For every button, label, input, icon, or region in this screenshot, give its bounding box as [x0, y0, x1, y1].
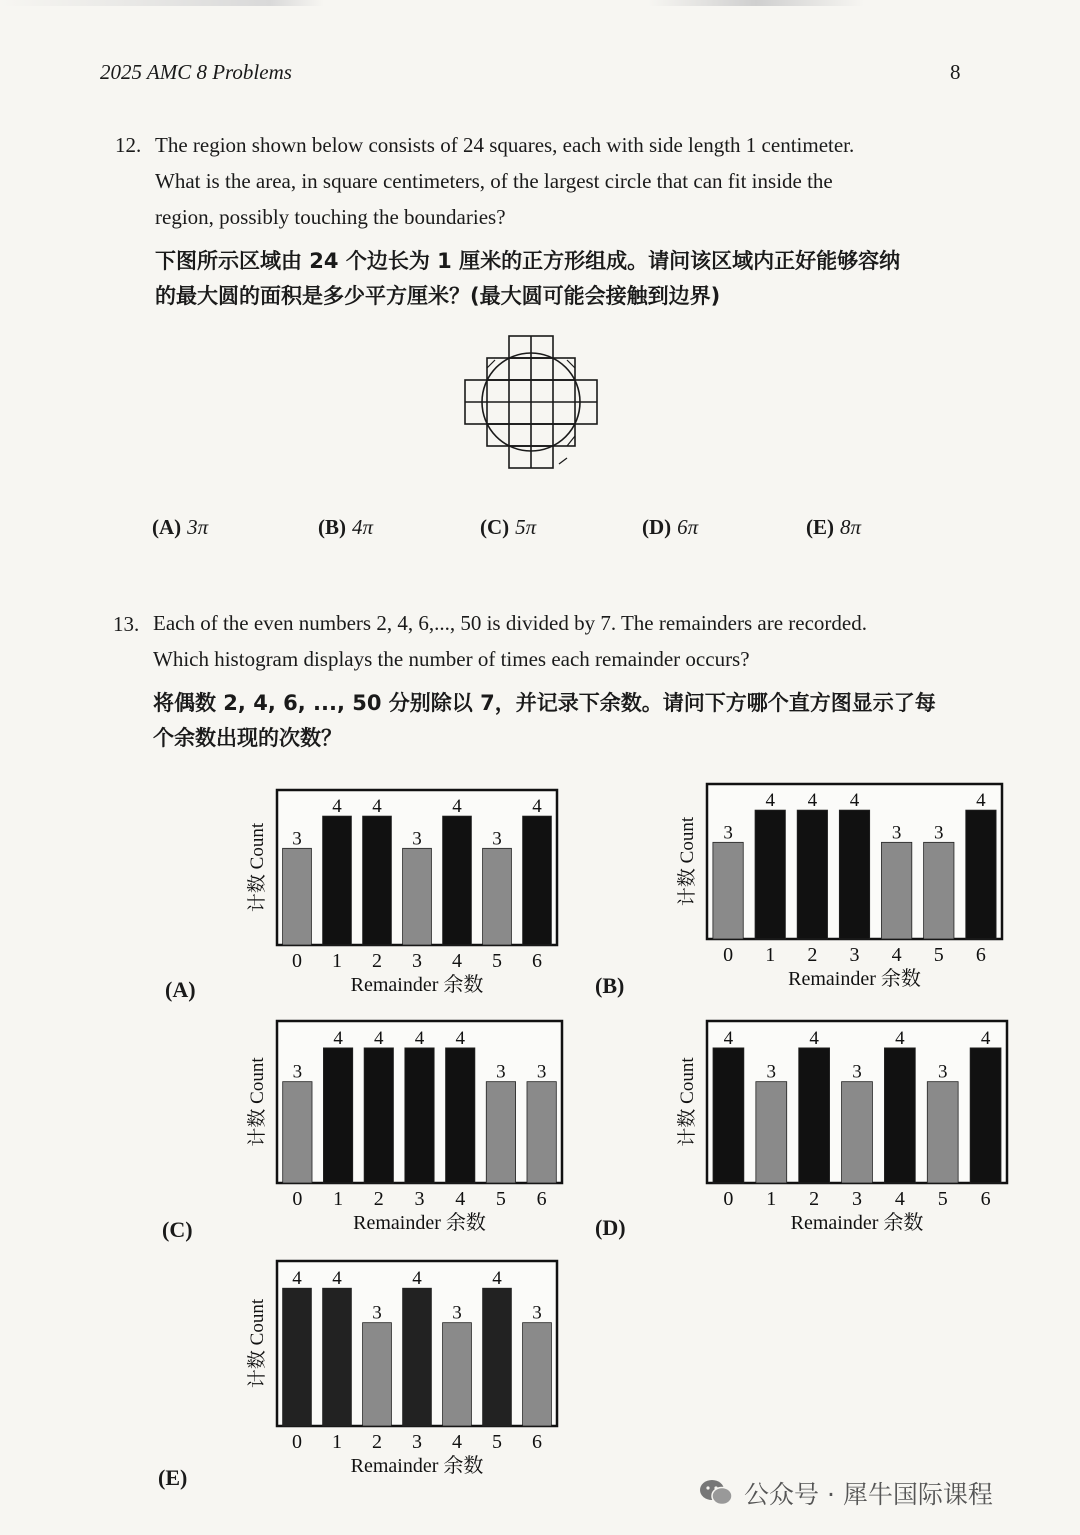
x-tick-label: 1 — [332, 950, 342, 972]
x-tick-label: 5 — [492, 950, 502, 972]
bar — [443, 1323, 472, 1426]
bar-value-label: 4 — [452, 796, 462, 818]
bar-value-label: 3 — [536, 1061, 547, 1083]
bar — [483, 848, 512, 945]
bar-value-label: 4 — [980, 1027, 991, 1049]
bar-value-label: 4 — [723, 1027, 734, 1049]
problem-13-chinese-text — [153, 686, 983, 756]
x-axis-label: Remainder 余数 — [353, 1212, 486, 1234]
problem-12-number: 12. — [115, 133, 142, 157]
bar-value-label: 3 — [492, 828, 502, 850]
choice-value: 4π — [352, 515, 374, 539]
histogram-d-label[interactable]: (D) — [595, 1215, 626, 1240]
bar-value-label: 3 — [292, 1061, 303, 1083]
choice-letter: (A) — [152, 515, 182, 539]
bar — [323, 1288, 352, 1426]
choice-letter: (B) — [318, 515, 346, 539]
x-tick-label: 3 — [849, 944, 860, 966]
y-axis-label: 计数 Count — [247, 822, 268, 913]
x-tick-label: 2 — [807, 944, 818, 966]
problem-12-line: What is the area, in square centimeters, of the largest circle that can fit inside the — [155, 169, 833, 193]
histogram-e-label[interactable]: (E) — [158, 1465, 188, 1490]
x-tick-label: 4 — [452, 950, 462, 972]
bar-value-label: 3 — [452, 1302, 462, 1324]
bar-value-label: 3 — [292, 828, 302, 850]
bar — [403, 848, 432, 945]
y-axis-label: 计数 Count — [247, 1298, 268, 1389]
x-axis-label: Remainder 余数 — [350, 974, 484, 996]
choice-letter: (D) — [642, 515, 672, 539]
y-axis-label: 计数 Count — [677, 1057, 698, 1147]
x-tick-label: 0 — [292, 950, 302, 972]
problem-12-line: region, possibly touching the boundaries? — [155, 205, 506, 229]
x-tick-label: 6 — [980, 1188, 991, 1210]
histogram-c — [222, 1016, 572, 1238]
bar-value-label: 4 — [374, 1027, 384, 1049]
bar — [363, 1323, 392, 1426]
x-axis-label: Remainder 余数 — [350, 1455, 484, 1477]
bar — [283, 1082, 312, 1183]
bar — [755, 810, 785, 939]
bar-value-label: 4 — [849, 790, 860, 812]
bar — [446, 1048, 475, 1183]
bar-value-label: 4 — [412, 1268, 422, 1290]
watermark — [698, 1475, 993, 1511]
wechat-icon — [698, 1478, 734, 1508]
choice-d[interactable] — [642, 515, 698, 540]
bar-value-label: 4 — [372, 796, 382, 818]
x-tick-label: 0 — [723, 944, 734, 966]
choice-letter: (E) — [806, 515, 834, 539]
bar — [924, 842, 954, 939]
x-tick-label: 6 — [532, 1431, 542, 1453]
bar — [486, 1082, 515, 1183]
histogram-a-label[interactable]: (A) — [165, 977, 196, 1002]
bar-value-label: 3 — [937, 1061, 948, 1083]
bar — [443, 816, 472, 945]
problem-13-number: 13. — [113, 612, 140, 636]
problem-12-line: The region shown below consists of 24 squares, each with side length 1 centimeter. — [155, 133, 855, 157]
watermark-text: 公众号 · 犀牛国际课程 — [744, 1480, 993, 1509]
choice-a[interactable] — [152, 515, 208, 540]
bar — [884, 1048, 915, 1183]
bar — [797, 810, 827, 939]
problem-13-zh-line: 将偶数 2, 4, 6, ..., 50 分别除以 7，并记录下余数。请问下方哪个直方图显示了每 — [153, 691, 936, 715]
bar-value-label: 4 — [895, 1027, 905, 1049]
bar-value-label: 4 — [333, 1027, 343, 1049]
y-axis-label: 计数 Count — [247, 1057, 268, 1147]
bar-value-label: 4 — [809, 1027, 819, 1049]
bar-value-label: 3 — [532, 1302, 542, 1324]
x-tick-label: 3 — [412, 1431, 422, 1453]
bar-value-label: 3 — [934, 822, 944, 844]
x-tick-label: 1 — [766, 1188, 777, 1210]
x-tick-label: 4 — [891, 944, 902, 966]
x-tick-label: 4 — [894, 1188, 905, 1210]
bar — [323, 1048, 352, 1183]
page-top-edge — [0, 0, 1080, 6]
x-tick-label: 1 — [765, 944, 776, 966]
choice-c[interactable] — [480, 515, 536, 540]
x-tick-label: 1 — [332, 1431, 342, 1453]
bar — [799, 1048, 830, 1183]
bar-value-label: 4 — [455, 1027, 465, 1049]
bar-value-label: 3 — [372, 1302, 382, 1324]
x-tick-label: 5 — [492, 1431, 502, 1453]
bar-value-label: 3 — [496, 1061, 506, 1083]
x-tick-label: 4 — [452, 1431, 462, 1453]
x-tick-label: 6 — [532, 950, 542, 972]
problem-13-text — [153, 605, 983, 677]
bar — [523, 816, 552, 945]
bar-value-label: 3 — [412, 828, 422, 850]
problem-12-zh-line: 的最大圆的面积是多少平方厘米？(最大圆可能会接触到边界) — [155, 284, 721, 308]
choice-value: 5π — [515, 515, 537, 539]
choice-letter: (C) — [480, 515, 510, 539]
x-tick-label: 6 — [536, 1188, 547, 1210]
x-tick-label: 0 — [723, 1188, 734, 1210]
problem-12-text — [155, 127, 985, 235]
y-axis-label: 计数 Count — [677, 816, 698, 907]
bar-value-label: 4 — [807, 790, 818, 812]
bar — [364, 1048, 393, 1183]
problem-12-chinese-text — [155, 244, 985, 314]
x-tick-label: 5 — [933, 944, 944, 966]
histogram-b-label[interactable]: (B) — [595, 973, 625, 998]
problem-13-zh-line: 个余数出现的次数？ — [153, 726, 342, 750]
histogram-a — [222, 785, 567, 1000]
bar-value-label: 4 — [332, 1268, 342, 1290]
x-axis-label: Remainder 余数 — [790, 1212, 924, 1234]
bar-value-label: 4 — [332, 796, 342, 818]
x-tick-label: 3 — [412, 950, 422, 972]
bar-value-label: 3 — [891, 822, 902, 844]
bar-value-label: 3 — [766, 1061, 777, 1083]
histogram-b — [652, 779, 1012, 994]
bar-value-label: 4 — [765, 790, 775, 812]
bar-value-label: 3 — [852, 1061, 862, 1083]
bar — [403, 1288, 432, 1426]
page-header-title: 2025 AMC 8 Problems — [100, 60, 292, 84]
bar-value-label: 4 — [532, 796, 542, 818]
problem-12-zh-line: 下图所示区域由 24 个边长为 1 厘米的正方形组成。请问该区域内正好能够容纳 — [155, 249, 901, 273]
x-tick-label: 2 — [373, 1188, 384, 1210]
choice-value: 8π — [840, 515, 862, 539]
x-tick-label: 5 — [495, 1188, 506, 1210]
x-tick-label: 3 — [852, 1188, 862, 1210]
problem-13-line: Each of the even numbers 2, 4, 6,..., 50 is divided by 7. The remainders are recorded. — [153, 611, 867, 635]
bar — [756, 1082, 787, 1183]
x-tick-label: 6 — [975, 944, 986, 966]
histogram-e — [222, 1256, 567, 1481]
x-tick-label: 2 — [809, 1188, 820, 1210]
bar — [839, 810, 869, 939]
bar-value-label: 4 — [414, 1027, 425, 1049]
x-tick-label: 3 — [414, 1188, 425, 1210]
bar — [927, 1082, 958, 1183]
bar — [966, 810, 996, 939]
x-tick-label: 1 — [333, 1188, 344, 1210]
bar — [713, 842, 743, 939]
bar — [283, 848, 312, 945]
problem-13-line: Which histogram displays the number of times each remainder occurs? — [153, 647, 750, 671]
x-tick-label: 2 — [372, 1431, 382, 1453]
bar — [881, 842, 911, 939]
bar — [483, 1288, 512, 1426]
bar-value-label: 4 — [292, 1268, 302, 1290]
grid-region-figure — [455, 328, 605, 473]
choice-e[interactable] — [806, 515, 861, 540]
x-tick-label: 0 — [292, 1431, 302, 1453]
histogram-d — [652, 1016, 1017, 1238]
bar — [713, 1048, 744, 1183]
bar-value-label: 3 — [723, 822, 733, 844]
histogram-c-label[interactable]: (C) — [162, 1217, 193, 1242]
x-tick-label: 5 — [937, 1188, 948, 1210]
bar — [527, 1082, 556, 1183]
choice-value: 6π — [677, 515, 699, 539]
x-tick-label: 2 — [372, 950, 382, 972]
bar — [523, 1323, 552, 1426]
bar — [363, 816, 392, 945]
x-tick-label: 0 — [292, 1188, 303, 1210]
x-tick-label: 4 — [455, 1188, 466, 1210]
page-number: 8 — [950, 60, 961, 84]
bar — [970, 1048, 1001, 1183]
bar — [405, 1048, 434, 1183]
choice-b[interactable] — [318, 515, 373, 540]
bar — [323, 816, 352, 945]
bar — [842, 1082, 873, 1183]
bar-value-label: 4 — [976, 790, 986, 812]
bar — [283, 1288, 312, 1426]
bar-value-label: 4 — [492, 1268, 502, 1290]
x-axis-label: Remainder 余数 — [788, 968, 921, 990]
choice-value: 3π — [187, 515, 209, 539]
